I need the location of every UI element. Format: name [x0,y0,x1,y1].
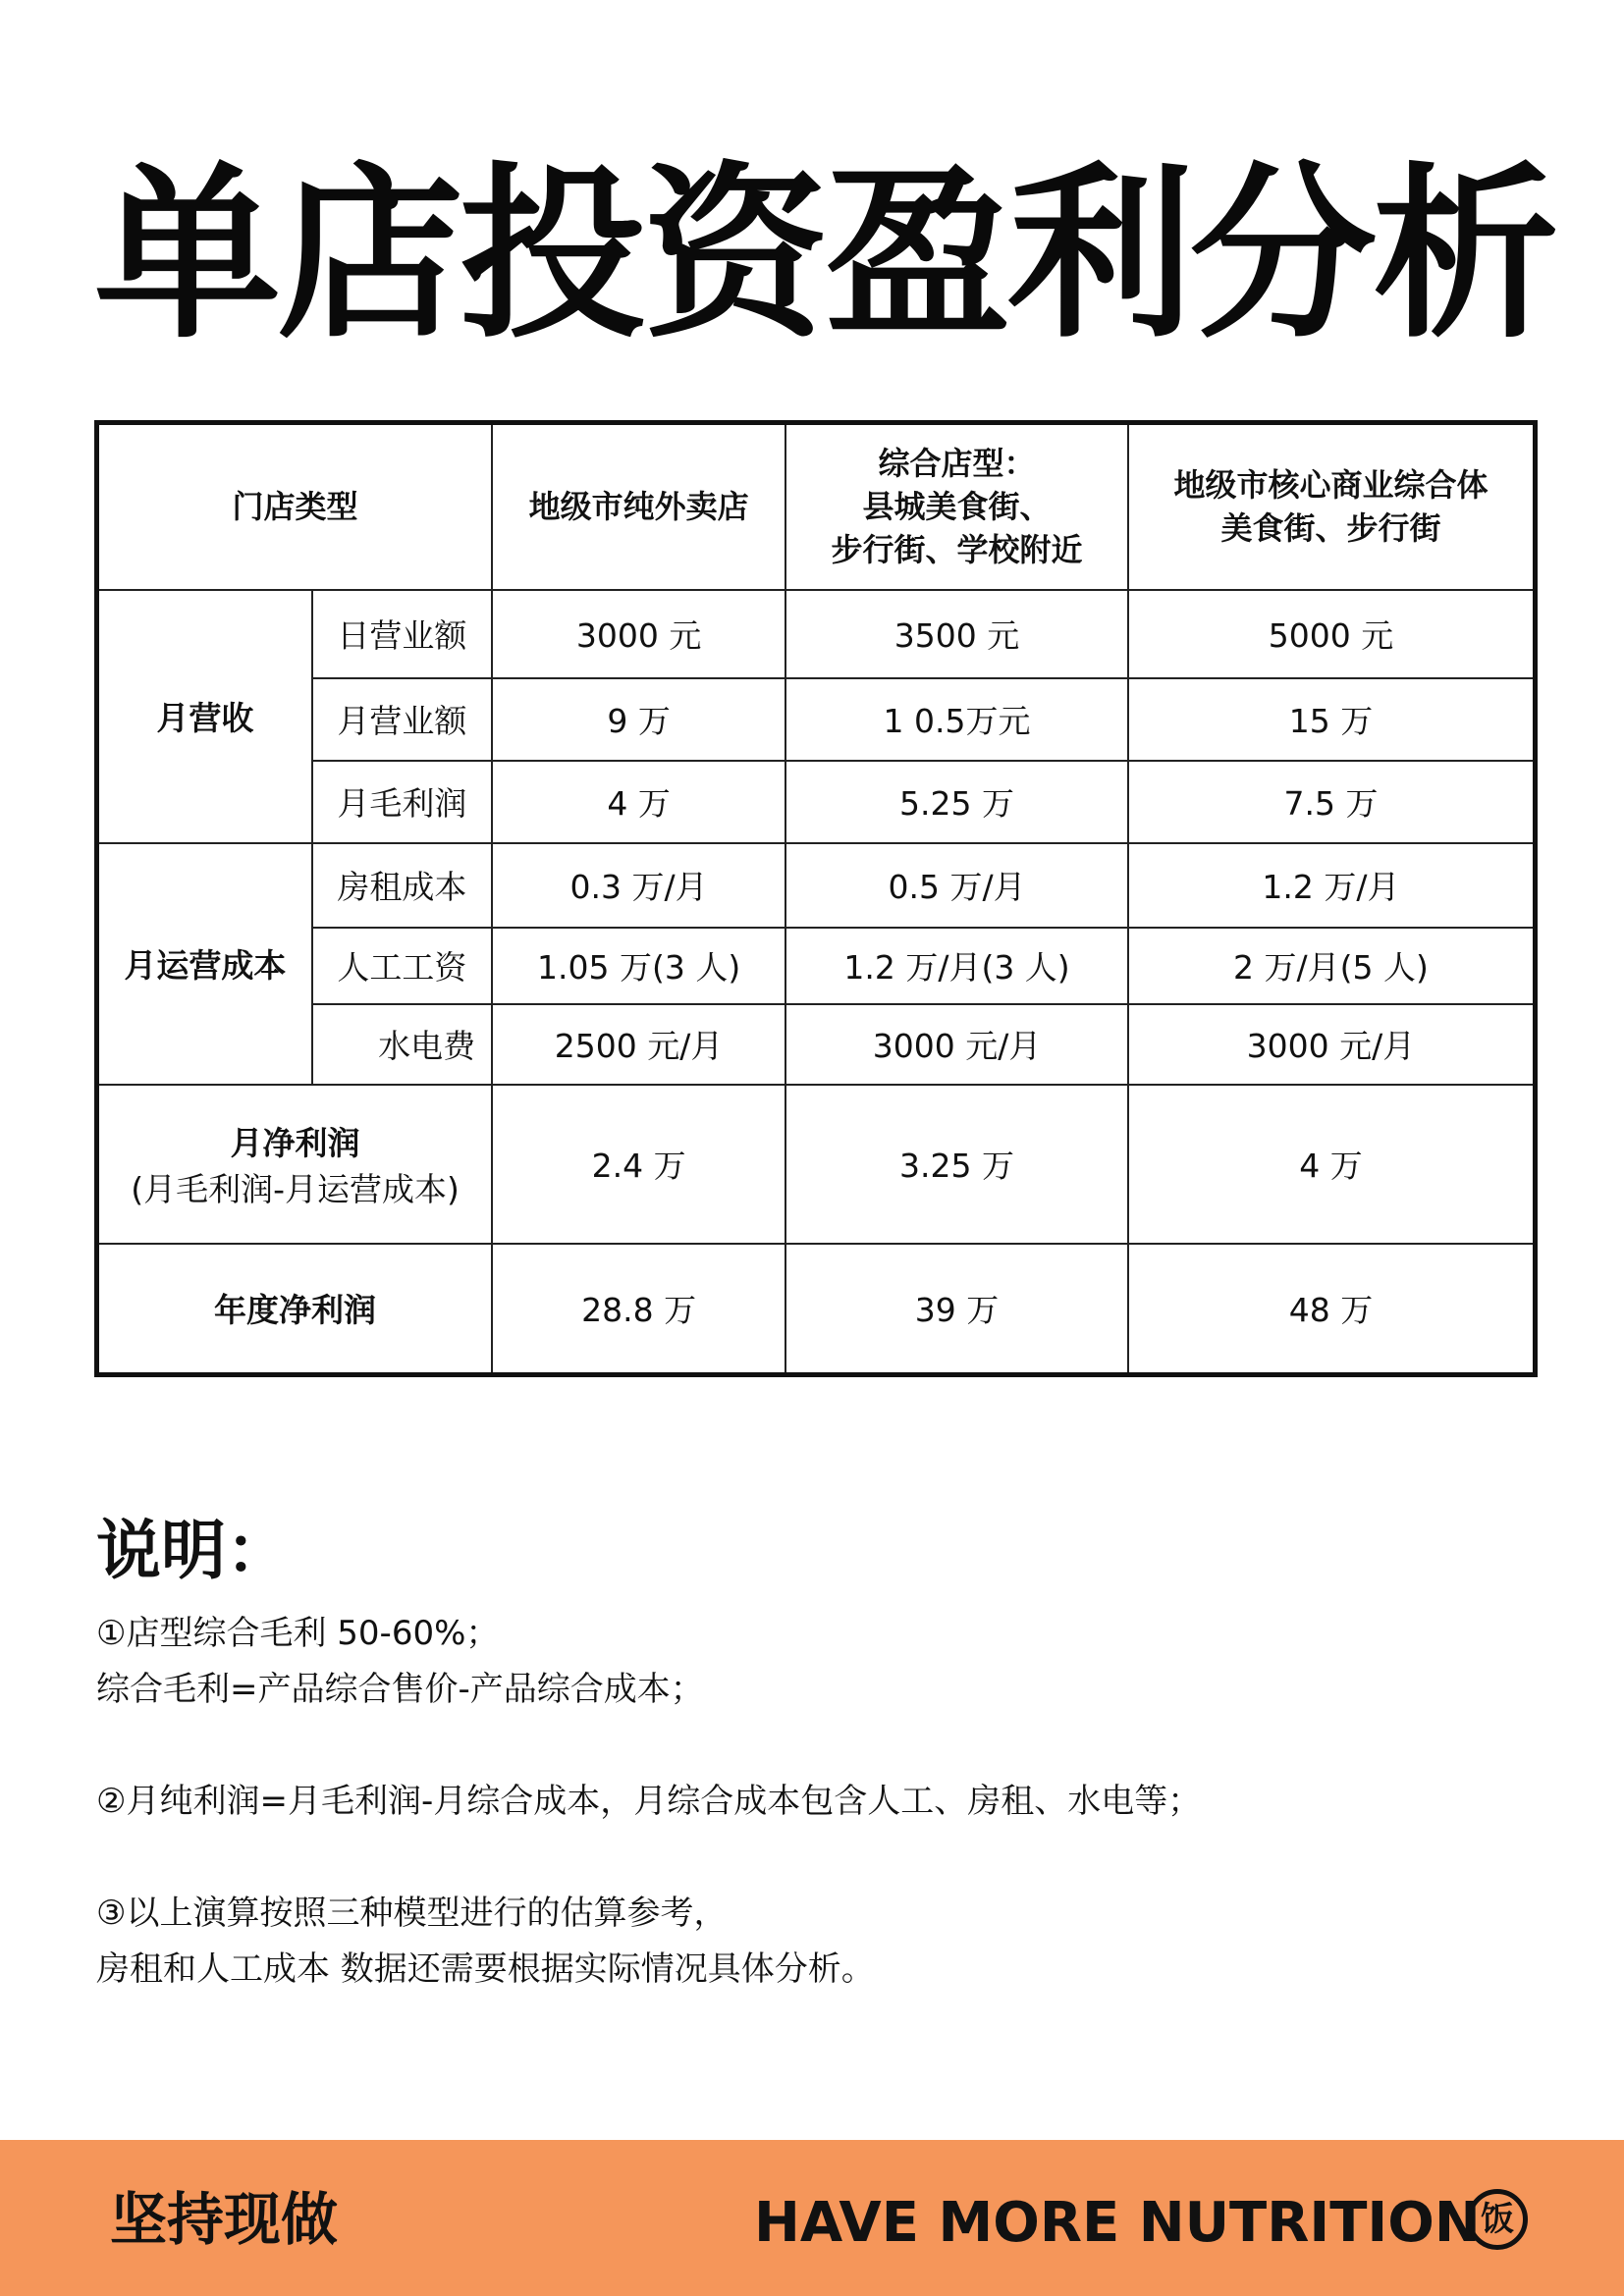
header-col1: 地级市纯外卖店 [492,423,785,590]
net-annual-label: 年度净利润 [97,1244,493,1375]
cell-value: 0.3 万/月 [492,843,785,928]
note-line: 房租和人工成本 数据还需要根据实际情况具体分析。 [96,1949,875,1989]
cell-value: 3000 元/月 [785,1004,1128,1085]
header-col3 [1128,423,1536,590]
table-row [97,843,1536,928]
footer-bar [0,2140,1624,2296]
group-cost-label: 月运营成本 [97,843,312,1085]
table-row [97,1244,1536,1375]
cell-value: 4 万 [492,761,785,843]
notes-heading: 说明： [96,1513,291,1588]
header-col2-line2: 县城美食街、 [862,488,1052,526]
footer-slogan-en: HAVE MORE NUTRITION [754,2191,1481,2255]
group-revenue-label: 月营收 [97,590,312,843]
cell-value: 3000 元/月 [1128,1004,1536,1085]
row-label: 人工工资 [312,928,492,1004]
row-label: 房租成本 [312,843,492,928]
table-row [97,761,1536,843]
page-title: 单店投资盈利分析 [94,146,1556,363]
cell-value: 2500 元/月 [492,1004,785,1085]
profit-table [94,420,1538,1377]
cell-value: 7.5 万 [1128,761,1536,843]
cell-value: 1.05 万(3 人) [492,928,785,1004]
cell-value: 3000 元 [492,590,785,678]
note-spacer [96,1718,1471,1774]
notes-body [96,1606,1471,1998]
footer-slogan-cn: 坚持现做 [110,2186,339,2253]
note-line: ②月纯利润=月毛利润-月综合成本，月综合成本包含人工、房租、水电等； [96,1782,1202,1821]
cell-value: 3.25 万 [785,1085,1128,1244]
cell-value: 1.2 万/月 [1128,843,1536,928]
note-line: ③以上演算按照三种模型进行的估算参考， [96,1894,728,1933]
net-monthly-formula: (月毛利润-月运营成本) [131,1169,460,1208]
net-monthly-label [97,1085,493,1244]
table-row [97,678,1536,761]
table-row [97,590,1536,678]
cell-value: 1.2 万/月(3 人) [785,928,1128,1004]
row-label: 水电费 [312,1004,492,1085]
header-col3-line1: 地级市核心商业综合体 [1173,466,1489,505]
cell-value: 5000 元 [1128,590,1536,678]
cell-value: 5.25 万 [785,761,1128,843]
cell-value: 48 万 [1128,1244,1536,1375]
row-label: 月毛利润 [312,761,492,843]
cell-value: 0.5 万/月 [785,843,1128,928]
note-line: ①店型综合毛利 50-60%； [96,1614,500,1653]
cell-value: 1 0.5万元 [785,678,1128,761]
cell-value: 39 万 [785,1244,1128,1375]
cell-value: 4 万 [1128,1085,1536,1244]
table-row [97,1085,1536,1244]
row-label: 月营业额 [312,678,492,761]
header-col3-line2: 美食街、步行街 [1220,509,1441,548]
cell-value: 28.8 万 [492,1244,785,1375]
cell-value: 2.4 万 [492,1085,785,1244]
cell-value: 3500 元 [785,590,1128,678]
table-row [97,928,1536,1004]
cell-value: 9 万 [492,678,785,761]
note-spacer [96,1830,1471,1886]
note-line: 综合毛利=产品综合售价-产品综合成本； [96,1670,704,1709]
table-row [97,1004,1536,1085]
rice-badge-icon: 饭 [1467,2189,1528,2250]
row-label: 日营业额 [312,590,492,678]
net-monthly-title: 月净利润 [230,1123,360,1162]
cell-value: 2 万/月(5 人) [1128,928,1536,1004]
header-col2 [785,423,1128,590]
cell-value: 15 万 [1128,678,1536,761]
header-store-type: 门店类型 [97,423,493,590]
header-col2-line3: 步行街、学校附近 [831,531,1083,569]
table-header-row [97,423,1536,590]
header-col2-line1: 综合店型： [878,445,1036,483]
